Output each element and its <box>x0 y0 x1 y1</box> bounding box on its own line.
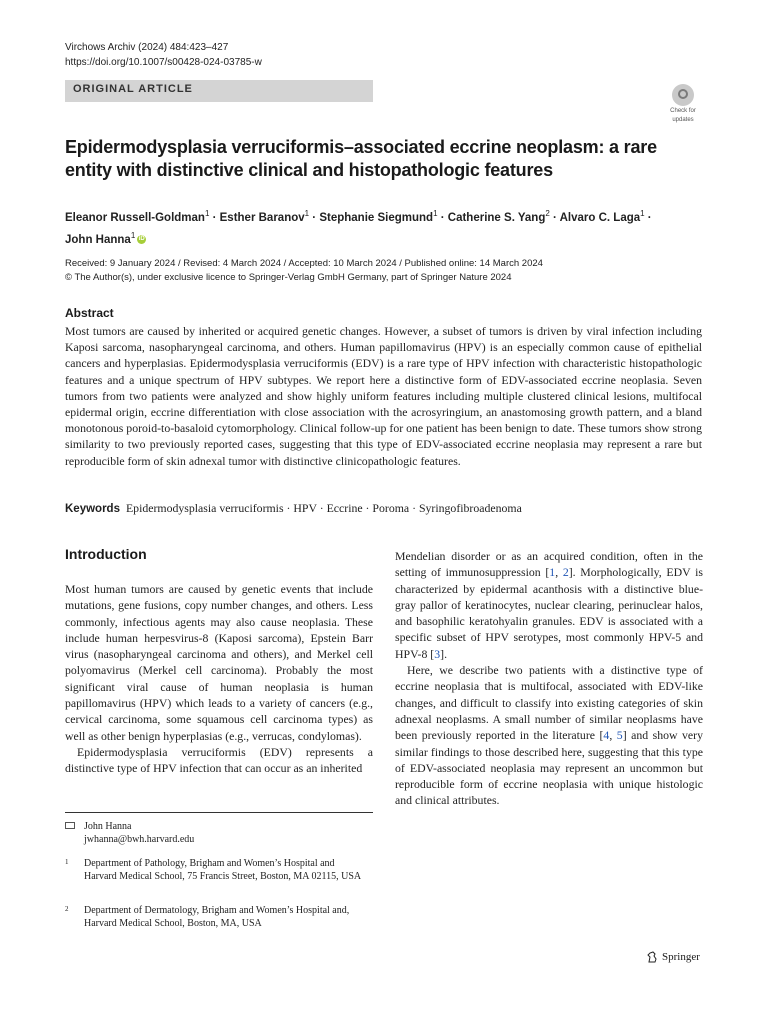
author-affiliation: 1 <box>204 209 210 218</box>
keywords-line <box>65 500 705 517</box>
author-affiliation: 1 <box>130 230 136 240</box>
check-updates-icon <box>672 84 694 106</box>
introduction-heading: Introduction <box>65 546 147 562</box>
paragraph-text: ]. Morphologically, EDV is characterized by epidermal acanthosis with a distinctive blue-gray pallor of keratinocytes, nuclear clearing, perinuclear halos, and basophilic keratohyalin granules. EDV is associated with a specific subset of HPV serotypes, most commonly HPV-5 and HPV-8 [ <box>395 565 703 661</box>
affiliation-2 <box>65 904 365 932</box>
author-name[interactable]: Stephanie Siegmund <box>319 211 434 224</box>
envelope-icon <box>65 822 75 829</box>
citation-link[interactable]: 3 <box>434 646 441 661</box>
affiliation-text: Department of Dermatology, Brigham and Women’s Hospital and, Harvard Medical School, Boston, MA, USA <box>84 905 350 929</box>
keywords-list: Epidermodysplasia verruciformis · HPV · Eccrine · Poroma · Syringofibroadenoma <box>125 501 522 515</box>
journal-citation: Virchows Archiv (2024) 484:423–427 <box>65 42 229 53</box>
right-column <box>395 548 703 809</box>
author-separator: · <box>644 211 652 224</box>
intro-paragraph: Epidermodysplasia verruciformis (EDV) represents a distinctive type of HPV infection that can occur as an inherited <box>65 744 373 776</box>
abstract-text: Most tumors are caused by inherited or acquired genetic changes. However, a subset of tumors is driven by viral infection including Kaposi sarcoma, nasopharyngeal carcinoma, and others. Human papillomavirus (HPV) is an especially common cause of epithelial cancers and hyperplasias. Epidermodysplasia verruciformis (EDV) is a rare type of HPV infection with characteristic histopathologic features and a unique spectrum of HPV subtypes. We report here a distinctive form of EDV-associated eccrine neoplasia. Seven tumors from two patients were analyzed and show highly uniform features including multiple clustered clinical lesions, multifocal epidermal origin, eccrine differentiation with close association with the acrosyringium, an anastomosing growth pattern, and a bland monotonous poroid-to-basaloid cytomorphology. Clinical follow-up for one patient has been benign to date. These tumors show strong similarity to two previously reported cases, suggesting that this type of EDV-associated eccrine neoplasia may represent a rare but reproducible form of skin adnexal tumor with distinctive clinicopathologic features. <box>65 324 702 468</box>
affiliation-1 <box>65 857 365 897</box>
journal-header <box>65 40 262 70</box>
citation-link[interactable]: 2 <box>562 565 569 580</box>
author-list <box>65 205 705 249</box>
author-name[interactable]: Eleanor Russell-Goldman <box>65 211 205 224</box>
contact-name: John Hanna <box>84 821 132 832</box>
copyright-line: © The Author(s), under exclusive licence to Springer-Verlag GmbH Germany, part of Springer Nature 2024 <box>65 272 512 283</box>
intro-paragraph: Mendelian disorder or as an acquired condition, often in the setting of immunosuppression [1, 2]. Morphologically, EDV is characterized by epidermal acanthosis with a distinctive blue-gray pallor of keratinocytes, nuclear clearing, perinuclear halos, and basophilic keratohyalin granules. EDV is associated with a specific subset of HPV serotypes, most commonly HPV-5 and HPV-8 [3]. <box>395 549 703 661</box>
author-affiliation: 2 <box>545 209 550 218</box>
citation-link[interactable]: 4 <box>603 728 610 743</box>
history-dates: Received: 9 January 2024 / Revised: 4 March 2024 / Accepted: 10 March 2024 / Published online: 14 March 2024 <box>65 258 543 269</box>
left-column <box>65 581 373 777</box>
footnote-divider <box>65 812 373 813</box>
author-name[interactable]: Catherine S. Yang <box>447 211 546 224</box>
intro-paragraph: Here, we describe two patients with a distinctive type of eccrine neoplasia that is multifocal, associated with EDV-like changes, and difficult to classify into existing categories of skin adnexal neoplasms. A small number of similar neoplasms have been previously reported in the literature [4, 5] and show very similar findings to those described here, suggesting that this type of EDV-associated neoplasia may represent an uncommon but reproducible form of eccrine neoplasia with unique histologic and clinical attributes. <box>395 663 703 808</box>
author-separator: · <box>309 211 320 224</box>
article-title: Epidermodysplasia verruciformis–associated eccrine neoplasm: a rare entity with distinctive clinical and histopathologic features <box>65 137 657 180</box>
check-for-updates-badge[interactable] <box>663 84 703 122</box>
orcid-icon[interactable]: iD <box>138 236 145 243</box>
check-updates-line1: Check for <box>670 108 696 114</box>
author-name[interactable]: John Hanna <box>65 233 131 246</box>
publisher-name: Springer <box>662 951 700 963</box>
paragraph-text: Mendelian disorder or as an acquired condition, often in the setting of immunosuppression [ <box>395 549 703 580</box>
citation-link[interactable]: 5 <box>616 728 623 743</box>
publisher-logo <box>646 951 700 963</box>
author-name[interactable]: Alvaro C. Laga <box>559 211 641 224</box>
springer-horse-icon <box>646 951 658 963</box>
author-separator: · <box>437 211 448 224</box>
corresponding-author <box>65 820 365 848</box>
author-affiliation: 1 <box>304 209 310 218</box>
author-affiliation: 1 <box>433 209 438 218</box>
author-affiliation: 1 <box>640 209 645 218</box>
contact-email[interactable]: jwhanna@bwh.harvard.edu <box>84 834 195 845</box>
affiliation-text: Department of Pathology, Brigham and Women’s Hospital and Harvard Medical School, 75 Francis Street, Boston, MA 02115, USA <box>84 858 362 882</box>
author-separator: · <box>549 211 560 224</box>
affiliation-number: 2 <box>65 905 69 913</box>
article-type-label: ORIGINAL ARTICLE <box>73 83 193 95</box>
author-separator: · <box>209 211 220 224</box>
author-name[interactable]: Esther Baranov <box>219 211 305 224</box>
paragraph-text: Here, we describe two patients with a distinctive type of eccrine neoplasia that is multifocal, associated with EDV-like changes, and difficult to classify into existing categories of skin adnexal neoplasms. A small number of similar neoplasms have been previously reported in the literature [ <box>395 663 703 743</box>
affiliation-number: 1 <box>65 858 69 866</box>
paragraph-text: ] and show very similar findings to those described here, suggesting that this type of EDV-associated neoplasia may represent an uncommon but reproducible form of eccrine neoplasia with unique histologic and clinical attributes. <box>395 728 703 808</box>
keywords-label: Keywords <box>65 503 120 515</box>
doi-link[interactable]: https://doi.org/10.1007/s00428-024-03785-w <box>65 57 262 68</box>
paragraph-text: ]. <box>440 646 448 661</box>
publication-history <box>65 257 705 285</box>
intro-paragraph: Most human tumors are caused by genetic events that include mutations, gene fusions, copy number changes, and others. Less commonly, infectious agents may also cause neoplasia. These include human herpesvirus-8 (Kaposi sarcoma), Epstein Barr virus (nasopharyngeal carcinoma and others), and Merkel cell polyomavirus (Merkel cell carcinoma). Probably the most significant viral cause of human neoplasia is human papillomavirus (HPV) which leads to a variety of cancers (e.g., cervical carcinoma, some squamous cell carcinoma types) as well as other benign hyperplasias (e.g., verrucas, condylomas). <box>65 582 373 743</box>
article-type-banner <box>65 80 373 102</box>
check-updates-line2: updates <box>672 117 694 123</box>
abstract-heading: Abstract <box>65 306 114 320</box>
citation-link[interactable]: 1 <box>549 565 556 580</box>
